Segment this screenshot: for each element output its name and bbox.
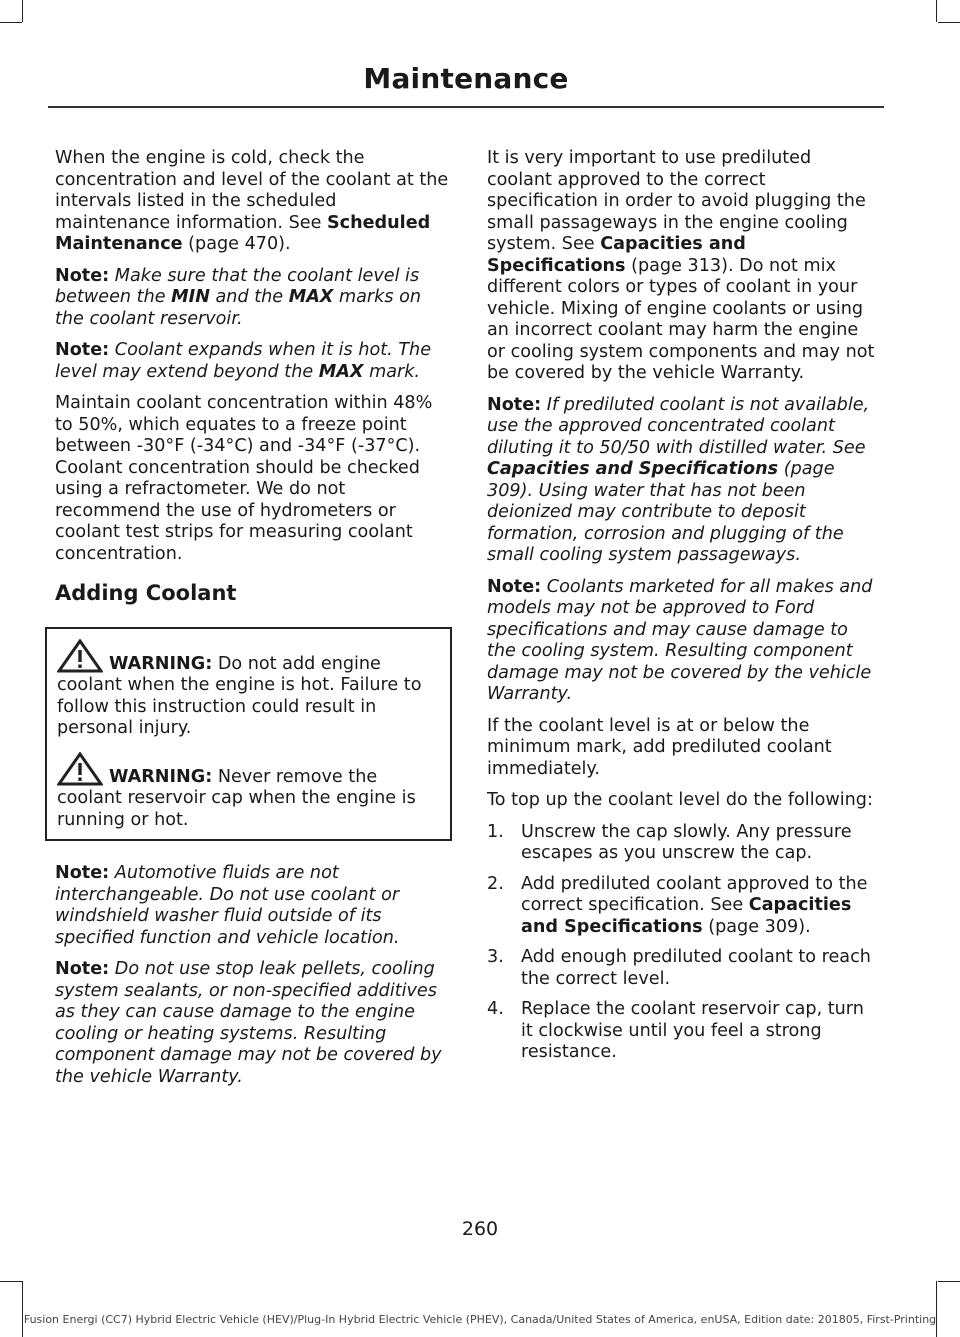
note-coolant-expands	[55, 340, 450, 383]
note-text: Automotive fluids are not interchangeable. Do not use coolant or windshield washer fluid outside of its specified function and vehicle location.	[55, 863, 400, 948]
page-title: Maintenance	[363, 62, 569, 95]
warning-reservoir-cap	[47, 752, 450, 832]
scheduled-maintenance-link[interactable]: Scheduled Maintenance	[55, 212, 431, 254]
capacities-link[interactable]: Capacities and Specifications	[487, 459, 779, 479]
note-text: Coolants marketed for all makes and models may not be approved to Ford specifications and may cause damage to the cooling system. Resulting component damage may not be covered by the vehicle Warranty.	[487, 576, 873, 704]
step-text: Unscrew the cap slowly. Any pressure escapes as you unscrew the cap.	[521, 821, 852, 863]
crop-mark	[938, 22, 960, 23]
left-column	[55, 148, 450, 1098]
note-fluids-interchangeable	[55, 863, 450, 949]
step-text: Add prediluted coolant approved to the correct specification. See	[521, 873, 868, 915]
warning-text: Do not add engine coolant when the engine is hot. Failure to follow this instruction could result in personal injury.	[57, 653, 422, 738]
crop-mark	[22, 1281, 23, 1337]
step-number: 1.	[487, 821, 504, 842]
footer-text: Fusion Energi (CC7) Hybrid Electric Vehicle (HEV)/Plug-In Hybrid Electric Vehicle (PHEV), Canada/United States of America, enUSA, Edition date: 201805, First-Printing	[23, 1313, 937, 1326]
paragraph-text: It is very important to use prediluted coolant approved to the correct specification in order to avoid plugging the small passageways in the engine cooling system. See	[487, 148, 866, 254]
note-text: (page 309). Using water that has not been deionized may contribute to deposit formation, corrosion and plugging of the small cooling system passageways.	[487, 459, 844, 565]
header-rule	[48, 106, 884, 108]
section-heading-adding-coolant: Adding Coolant	[55, 581, 237, 605]
note-coolants-marketed	[487, 577, 879, 706]
warning-label: WARNING:	[109, 766, 213, 787]
step-text: Add enough prediluted coolant to reach the correct level.	[521, 947, 871, 989]
step-text: Replace the coolant reservoir cap, turn it clockwise until you feel a strong resistance.	[521, 999, 864, 1062]
note-text: marks on the coolant reservoir.	[55, 287, 421, 329]
concentration-paragraph: Maintain coolant concentration within 48% to 50%, which equates to a freeze point between -30°F (-34°C) and -34°F (-37°C). Coolant concentration should be checked using a refractometer. We do not recommend the use of hydrometers or coolant test strips for measuring coolant concentration.	[55, 393, 433, 564]
step-number: 4.	[487, 999, 504, 1019]
capacities-link[interactable]: Capacities and Specifications	[521, 895, 852, 937]
note-text: Coolant expands when it is hot. The level may extend beyond the	[55, 340, 432, 382]
right-column	[487, 148, 879, 1073]
paragraph-text: (page 313). Do not mix different colors or types of coolant in your vehicle. Mixing of engine coolants or using an incorrect coolant may harm the engine or cooling system components and may not be covered by the vehicle Warranty.	[487, 255, 875, 383]
intro-suffix: (page 470).	[182, 234, 291, 254]
note-label: Note:	[55, 863, 110, 883]
note-text: If prediluted coolant is not available, use the approved concentrated coolant diluting it to 50/50 with distilled water. See	[487, 394, 870, 458]
note-text: mark.	[363, 361, 421, 382]
intro-paragraph	[55, 148, 450, 256]
warning-text: Never remove the coolant reservoir cap when the engine is running or hot.	[57, 766, 416, 830]
crop-mark	[22, 0, 23, 22]
step-number: 3.	[487, 947, 504, 967]
note-text: and the	[209, 287, 289, 307]
crop-mark	[0, 1281, 22, 1282]
note-stop-leak	[55, 959, 450, 1088]
page-number: 260	[461, 1218, 499, 1240]
warning-label: WARNING:	[109, 653, 213, 674]
max-mark: MAX	[318, 361, 364, 382]
warning-hot-engine	[47, 639, 450, 740]
note-text: Make sure that the coolant level is between the	[55, 265, 420, 307]
note-label: Note:	[487, 394, 542, 415]
warning-triangle-icon	[57, 752, 103, 786]
note-label: Note:	[55, 340, 110, 360]
top-up-steps	[487, 822, 879, 1064]
minimum-mark-paragraph: If the coolant level is at or below the minimum mark, add prediluted coolant immediately.	[487, 715, 832, 779]
list-item	[487, 999, 879, 1064]
max-mark: MAX	[288, 287, 334, 307]
prediluted-paragraph	[487, 148, 879, 385]
note-concentrated-coolant	[487, 395, 879, 567]
list-item	[487, 947, 879, 990]
list-item	[487, 874, 879, 939]
note-label: Note:	[487, 576, 542, 597]
step-number: 2.	[487, 873, 504, 894]
top-up-intro: To top up the coolant level do the following:	[487, 790, 873, 810]
note-label: Note:	[55, 265, 110, 286]
step-suffix: (page 309).	[702, 916, 811, 937]
crop-mark	[936, 0, 937, 22]
min-mark: MIN	[171, 287, 210, 307]
crop-mark	[938, 1281, 960, 1282]
note-coolant-level	[55, 266, 450, 331]
note-label: Note:	[55, 959, 110, 979]
crop-mark	[0, 22, 22, 23]
intro-text: When the engine is cold, check the concentration and level of the coolant at the intervals listed in the scheduled maintenance information. See	[55, 148, 449, 233]
warning-triangle-icon	[57, 639, 103, 673]
warning-box	[45, 627, 452, 842]
capacities-link[interactable]: Capacities and Specifications	[487, 234, 746, 276]
crop-mark	[936, 1281, 937, 1337]
list-item	[487, 822, 879, 865]
note-text: Do not use stop leak pellets, cooling system sealants, or non-specified additives as they can cause damage to the engine cooling or heating systems. Resulting component damage may not be covered by the vehicle Warranty.	[55, 959, 442, 1087]
